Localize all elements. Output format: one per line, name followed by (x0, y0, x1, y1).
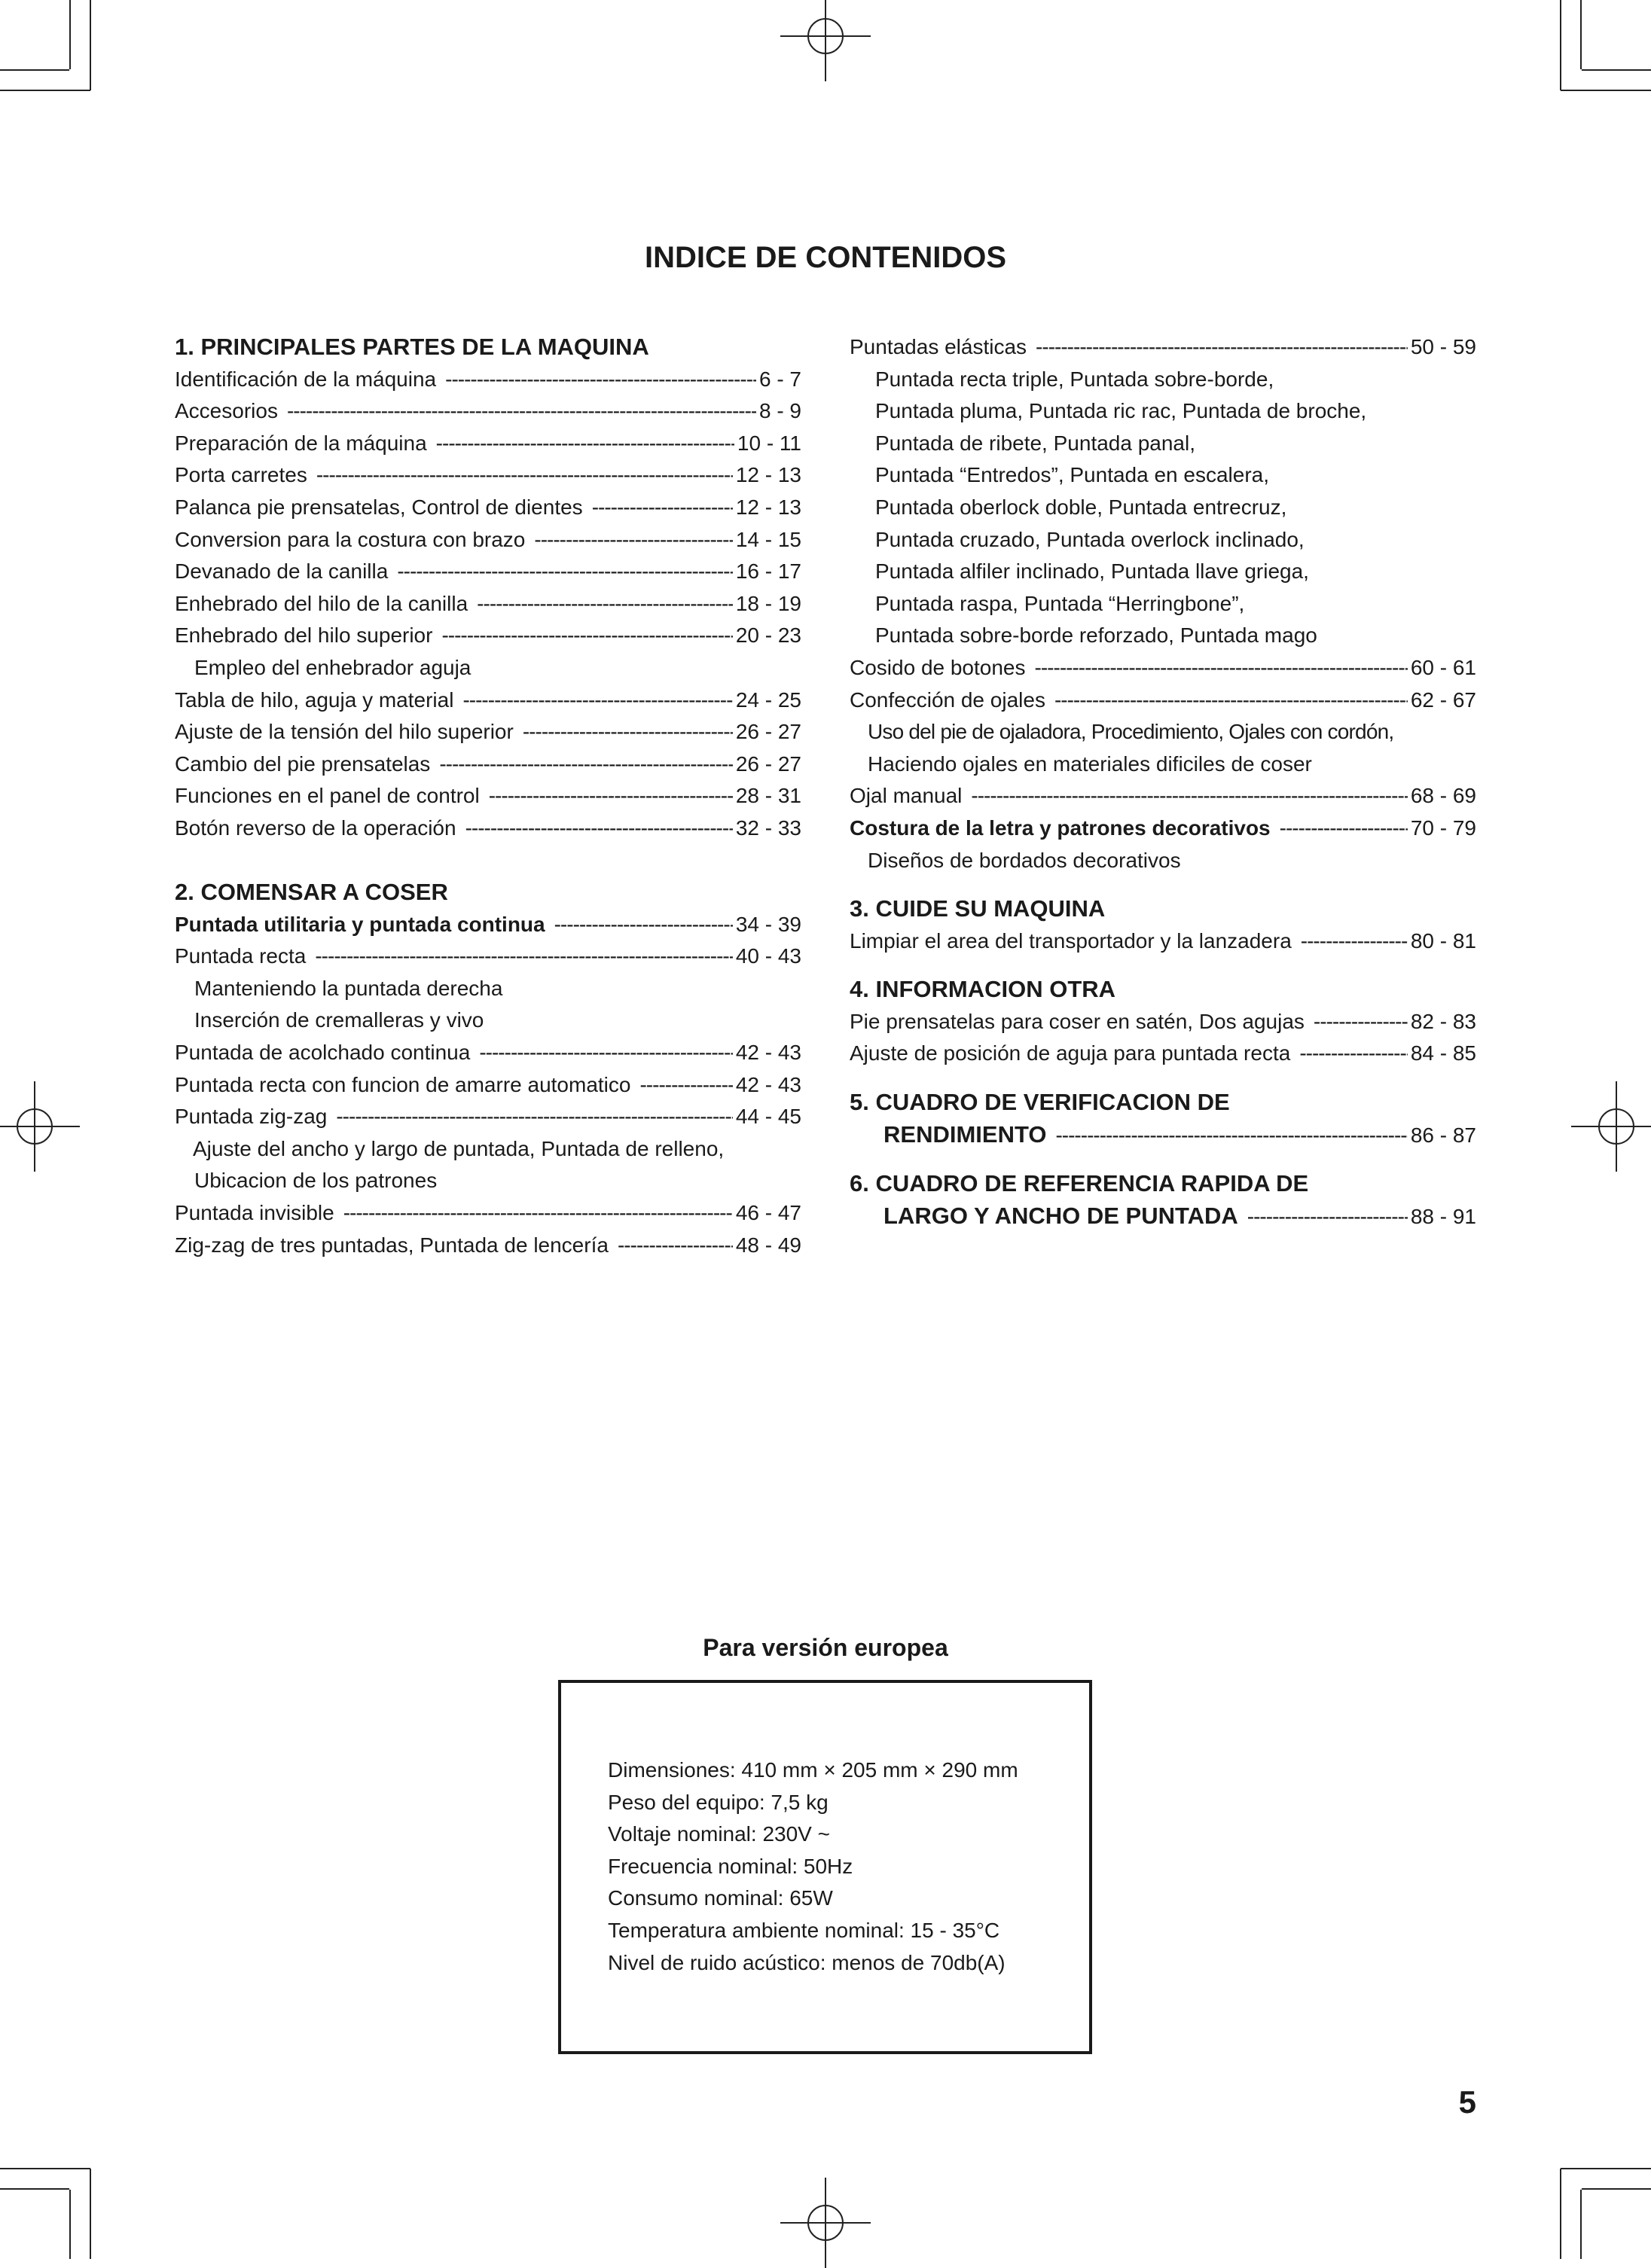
spec-line: Peso del equipo: 7,5 kg (608, 1790, 829, 1814)
toc-entry[interactable]: Cambio del pie prensatelas ----- 26 - 27 (175, 748, 801, 781)
toc-left-column (175, 331, 801, 1261)
toc-entry[interactable]: Enhebrado del hilo superior ----- 20 - 23 (175, 620, 801, 652)
toc-subentry: Puntada raspa, Puntada “Herringbone”, (875, 591, 1245, 615)
toc-right-column (850, 331, 1476, 1233)
toc-entry[interactable]: Palanca pie prensatelas, Control de dientes ----- 12 - 13 (175, 492, 801, 524)
toc-entry[interactable]: Puntada invisible ----- 46 - 47 (175, 1197, 801, 1230)
spec-box (558, 1680, 1092, 2054)
toc-subentry: Puntada oberlock doble, Puntada entrecruz, (875, 495, 1287, 519)
toc-subentry: Puntada de ribete, Puntada panal, (875, 431, 1196, 455)
toc-entry[interactable]: RENDIMIENTO ----- 86 - 87 (850, 1119, 1476, 1152)
toc-entry[interactable]: Confección de ojales ----- 62 - 67 (850, 684, 1476, 717)
spec-line: Consumo nominal: 65W (608, 1886, 833, 1910)
toc-entry[interactable]: Devanado de la canilla ----- 16 - 17 (175, 556, 801, 588)
european-version-title: Para versión europea (703, 1634, 948, 1661)
toc-subentry: Puntada sobre-borde reforzado, Puntada mago (875, 623, 1317, 648)
toc-subentry: Puntada recta triple, Puntada sobre-borde, (875, 367, 1274, 391)
toc-entry[interactable]: Puntada recta ----- 40 - 43 (175, 940, 801, 973)
toc-subentry: Puntada cruzado, Puntada overlock inclinado, (875, 527, 1305, 551)
toc-subentry: Ubicacion de los patrones (194, 1169, 438, 1193)
section-heading: 1. PRINCIPALES PARTES DE LA MAQUINA (175, 334, 649, 360)
toc-entry[interactable]: Puntada recta con funcion de amarre automatico ----- 42 - 43 (175, 1069, 801, 1102)
toc-entry[interactable]: Funciones en el panel de control ----- 28 - 31 (175, 780, 801, 812)
toc-entry[interactable]: Pie prensatelas para coser en satén, Dos agujas ----- 82 - 83 (850, 1006, 1476, 1038)
spec-line: Temperatura ambiente nominal: 15 - 35°C (608, 1918, 1000, 1942)
toc-subentry: Haciendo ojales en materiales dificiles de coser (868, 751, 1312, 776)
registration-mark-right (1571, 1081, 1651, 1172)
toc-entry[interactable]: Ajuste de posición de aguja para puntada recta ----- 84 - 85 (850, 1038, 1476, 1070)
toc-entry[interactable]: Limpiar el area del transportador y la lanzadera ----- 80 - 81 (850, 925, 1476, 958)
toc-entry[interactable]: Puntada zig-zag ----- 44 - 45 (175, 1101, 801, 1133)
toc-entry[interactable]: Cosido de botones ----- 60 - 61 (850, 652, 1476, 684)
spec-line: Nivel de ruido acústico: menos de 70db(A) (608, 1950, 1006, 1974)
section-heading: 6. CUADRO DE REFERENCIA RAPIDA DE (850, 1170, 1309, 1197)
spec-list (608, 1754, 1018, 1979)
section-heading: 3. CUIDE SU MAQUINA (850, 895, 1106, 922)
toc-entry[interactable]: Ajuste de la tensión del hilo superior ----- 26 - 27 (175, 716, 801, 748)
toc-entry[interactable]: Identificación de la máquina ----- 6 - 7 (175, 364, 801, 396)
toc-subentry: Puntada alfiler inclinado, Puntada llave griega, (875, 559, 1309, 584)
toc-entry[interactable]: Preparación de la máquina ----- 10 - 11 (175, 428, 801, 460)
toc-entry[interactable]: Zig-zag de tres puntadas, Puntada de lencería ----- 48 - 49 (175, 1230, 801, 1262)
toc-subentry: Manteniendo la puntada derecha (194, 976, 503, 1000)
toc-entry[interactable]: Botón reverso de la operación ----- 32 - 33 (175, 812, 801, 845)
toc-subentry: Puntada pluma, Puntada ric rac, Puntada de broche, (875, 399, 1367, 423)
toc-entry[interactable]: Ojal manual ----- 68 - 69 (850, 780, 1476, 812)
page-number: 5 (1458, 2084, 1476, 2120)
registration-mark-top (780, 0, 871, 81)
spec-line: Voltaje nominal: 230V ~ (608, 1822, 830, 1846)
toc-entry[interactable]: Porta carretes ----- 12 - 13 (175, 459, 801, 492)
toc-subentry: Puntada “Entredos”, Puntada en escalera, (875, 463, 1270, 487)
registration-mark-left (0, 1081, 80, 1172)
toc-entry[interactable]: Tabla de hilo, aguja y material ----- 24 - 25 (175, 684, 801, 717)
toc-entry[interactable]: Accesorios ----- 8 - 9 (175, 395, 801, 428)
toc-entry[interactable]: Costura de la letra y patrones decorativos ----- 70 - 79 (850, 812, 1476, 845)
toc-entry[interactable]: LARGO Y ANCHO DE PUNTADA ----- 88 - 91 (850, 1200, 1476, 1233)
page-title: INDICE DE CONTENIDOS (644, 241, 1007, 274)
section-heading: 2. COMENSAR A COSER (175, 879, 448, 906)
toc-subentry: Empleo del enhebrador aguja (194, 655, 471, 679)
section-heading: 4. INFORMACION OTRA (850, 976, 1116, 1003)
toc-entry[interactable]: Puntada de acolchado continua ----- 42 - 43 (175, 1037, 801, 1069)
toc-subentry: Diseños de bordados decorativos (868, 848, 1181, 872)
toc-entry[interactable]: Puntada utilitaria y puntada continua ----- 34 - 39 (175, 909, 801, 941)
toc-entry[interactable]: Enhebrado del hilo de la canilla ----- 18 - 19 (175, 588, 801, 620)
spec-line: Dimensiones: 410 mm × 205 mm × 290 mm (608, 1758, 1018, 1782)
spec-line: Frecuencia nominal: 50Hz (608, 1854, 853, 1878)
toc-entry[interactable]: Puntadas elásticas ----- 50 - 59 (850, 331, 1476, 364)
toc-subentry: Ajuste del ancho y largo de puntada, Puntada de relleno, (193, 1136, 725, 1160)
toc-entry[interactable]: Conversion para la costura con brazo ----- 14 - 15 (175, 524, 801, 556)
toc-subentry: Uso del pie de ojaladora, Procedimiento, Ojales con cordón, (868, 720, 1394, 744)
section-heading: 5. CUADRO DE VERIFICACION DE (850, 1089, 1230, 1116)
registration-mark-bottom (780, 2178, 871, 2268)
toc-subentry: Inserción de cremalleras y vivo (194, 1008, 484, 1032)
